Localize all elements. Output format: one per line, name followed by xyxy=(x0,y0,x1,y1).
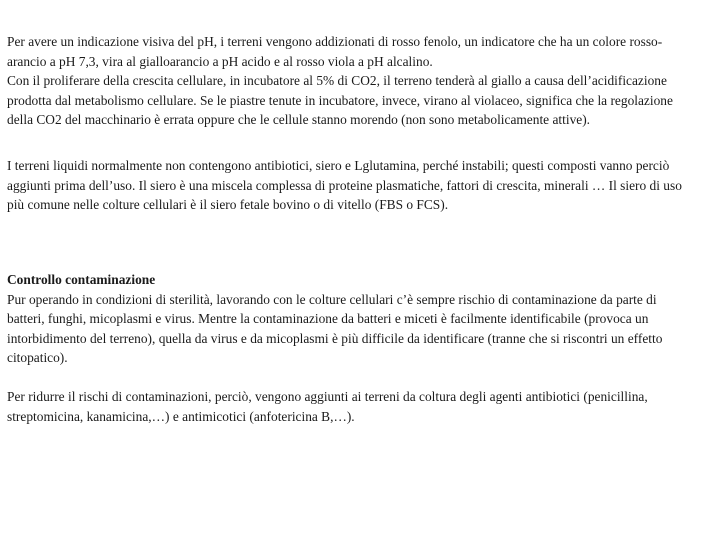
cell-growth-paragraph: Con il proliferare della crescita cellulare, in incubatore al 5% di CO2, il terreno tenderà al giallo a causa dell’acidificazione prodotta dal metabolismo cellulare. Se le piastre tenute in incubatore, invece, virano al violaceo, significa che la regolazione della CO2 del macchinario è errata oppure che le cellule stanno morendo (non sono metabolicamente attive). xyxy=(7,73,673,128)
contamination-heading: Controllo contaminazione xyxy=(7,272,156,287)
antibiotics-section xyxy=(7,387,695,426)
antibiotics-paragraph: Per ridurre il rischi di contaminazioni, perciò, vengono aggiunti ai terreni da coltura degli agenti antibiotici (penicillina, streptomicina, kanamicina,…) e antimicotici (anfotericina B,…). xyxy=(7,389,648,424)
contamination-paragraph: Pur operando in condizioni di sterilità, lavorando con le colture cellulari c’è sempre rischio di contaminazione da parte di batteri, funghi, micoplasmi e virus. Mentre la contaminazione da batteri e miceti è facilmente identificabile (provoca un intorbidimento del terreno), quella da virus e da micoplasmi è più difficile da identificare (tranne che si riscontri un effetto citopatico). xyxy=(7,291,663,366)
liquid-media-section xyxy=(7,156,695,215)
ph-indicator-paragraph: Per avere un indicazione visiva del pH, i terreni vengono addizionati di rosso fenolo, un indicatore che ha un colore rosso-arancio a pH 7,3, vira al gialloarancio a pH acido e al rosso viola a pH alcalino. xyxy=(7,34,663,69)
ph-indicator-section xyxy=(7,32,695,130)
contamination-section xyxy=(7,270,695,368)
liquid-media-paragraph: I terreni liquidi normalmente non contengono antibiotici, siero e Lglutamina, perché instabili; questi composti vanno perciò aggiunti prima dell’uso. Il siero è una miscela complessa di proteine plasmatiche, fattori di crescita, minerali … Il siero di uso più comune nelle colture cellulari è il siero fetale bovino o di vitello (FBS o FCS). xyxy=(7,158,682,213)
